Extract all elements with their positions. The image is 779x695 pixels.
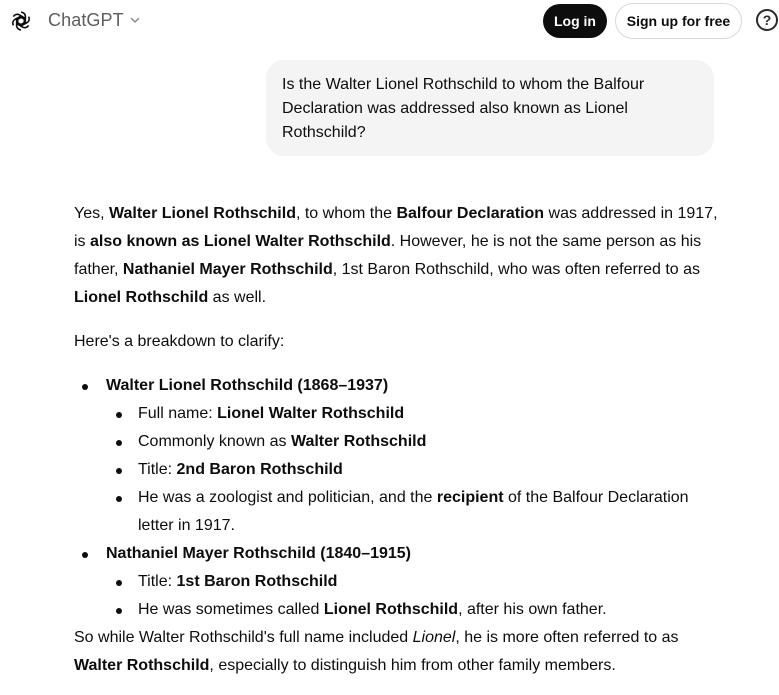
- chevron-down-icon: [129, 13, 141, 31]
- breakdown-list: [74, 372, 724, 624]
- list-item: Title: 2nd Baron Rothschild: [106, 456, 724, 484]
- assistant-response: [74, 200, 724, 680]
- help-icon[interactable]: ?: [756, 9, 778, 31]
- list-item: Full name: Lionel Walter Rothschild: [106, 400, 724, 428]
- list-item: Commonly known as Walter Rothschild: [106, 428, 724, 456]
- answer-paragraph: So while Walter Rothschild's full name included Lionel, he is more often referred to as Walter Rothschild, especially to distinguish him from other family members.: [74, 629, 679, 674]
- answer-paragraph: Yes, Walter Lionel Rothschild, to whom the Balfour Declaration was addressed in 1917, is also known as Lionel Walter Rothschild. However, he is not the same person as his father, Nathaniel Mayer Rothschild, 1st Baron Rothschild, who was often referred to as Lionel Rothschild as well.: [74, 205, 718, 306]
- sub-list: [106, 568, 724, 624]
- list-item: Walter Lionel Rothschild (1868–1937) Full name: Lionel Walter Rothschild Commonly known as Walter Rothschild Title: 2nd Baron Rothschild He was a zoologist and politician, and the recipient of the Balfour Declaration letter in 1917.: [74, 372, 724, 540]
- user-message-bubble: Is the Walter Lionel Rothschild to whom the Balfour Declaration was addressed also known as Lionel Rothschild?: [266, 60, 714, 156]
- list-item: He was sometimes called Lionel Rothschild, after his own father.: [106, 596, 724, 624]
- top-bar: [0, 0, 779, 44]
- sub-list: [106, 400, 724, 540]
- model-switcher[interactable]: [48, 10, 141, 31]
- list-item: He was a zoologist and politician, and the recipient of the Balfour Declaration letter in 1917.: [106, 484, 724, 540]
- list-item: Title: 1st Baron Rothschild: [106, 568, 724, 596]
- list-item: Nathaniel Mayer Rothschild (1840–1915) Title: 1st Baron Rothschild He was sometimes called Lionel Rothschild, after his own father.: [74, 540, 724, 624]
- signup-button[interactable]: Sign up for free: [615, 3, 742, 39]
- answer-paragraph: Here's a breakdown to clarify:: [74, 333, 285, 350]
- openai-logo-icon[interactable]: [9, 9, 33, 33]
- login-button[interactable]: Log in: [543, 4, 607, 38]
- brand-label: ChatGPT: [48, 10, 124, 30]
